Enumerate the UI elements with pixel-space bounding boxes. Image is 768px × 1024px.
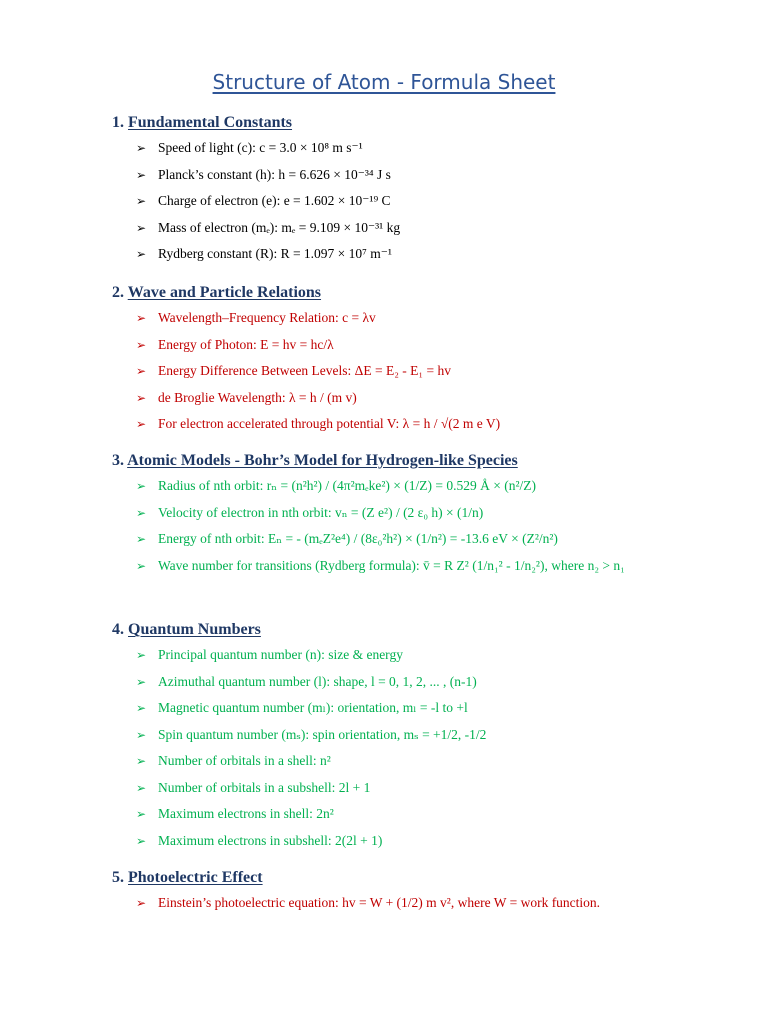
list-item [112, 695, 732, 722]
list-item [112, 526, 732, 553]
item-text: Maximum electrons in subshell: 2(2l + 1) [158, 832, 383, 848]
page-title: Structure of Atom - Formula Sheet [212, 70, 556, 94]
section-title: Fundamental Constants [128, 114, 293, 131]
constants-list [112, 135, 732, 268]
item-text: Speed of light (c): c = 3.0 × 10⁸ m s⁻¹ [158, 140, 363, 155]
section-photoelectric-effect [112, 866, 732, 917]
quantum-numbers-list [112, 642, 732, 854]
arrowhead-bullet-icon: ➢ [136, 220, 147, 235]
list-item [112, 722, 732, 749]
item-text: Radius of nth orbit: rₙ = (n²h²) / (4π²mₑke²) × (1/Z) = 0.529 Å × (n²/Z) [158, 478, 536, 493]
section-number: 2. [112, 284, 124, 301]
list-item [112, 553, 678, 580]
list-item [112, 188, 732, 215]
section-wave-particle-relations [112, 281, 732, 438]
arrowhead-bullet-icon: ➢ [136, 532, 147, 546]
item-text: Number of orbitals in a shell: n² [158, 753, 331, 768]
item-text: Energy Difference Between Levels: ΔE = E₂ - E₁ = hv [158, 363, 451, 378]
item-text: Energy of Photon: E = hv = hc/λ [158, 336, 334, 352]
arrowhead-bullet-icon: ➢ [136, 311, 147, 325]
arrowhead-bullet-icon: ➢ [136, 479, 147, 493]
item-text: Azimuthal quantum number (l): shape, l = 0, 1, 2, ... , (n-1) [158, 673, 477, 689]
photoelectric-list [112, 890, 732, 917]
section-heading [112, 618, 732, 642]
section-title: Atomic Models - Bohr’s Model for Hydrogen-like Species [127, 452, 518, 469]
item-text: Rydberg constant (R): R = 1.097 × 10⁷ m⁻¹ [158, 246, 392, 261]
item-text: Planck’s constant (h): h = 6.626 × 10⁻³⁴ J s [158, 166, 391, 182]
section-heading [112, 281, 732, 305]
item-text: Einstein’s photoelectric equation: hv = W + (1/2) m v², where W = work function. [158, 895, 601, 910]
list-item [112, 358, 732, 385]
list-item [112, 241, 732, 268]
section-number: 5. [112, 869, 124, 886]
list-item [112, 801, 732, 828]
section-number: 4. [112, 621, 124, 638]
item-text: Spin quantum number (mₛ): spin orientation, mₛ = +1/2, -1/2 [158, 726, 487, 742]
item-text: For electron accelerated through potential V: λ = h / √(2 m e V) [158, 416, 501, 431]
arrowhead-bullet-icon: ➢ [136, 558, 147, 573]
section-number: 1. [112, 114, 124, 131]
arrowhead-bullet-icon: ➢ [136, 167, 147, 182]
section-title: Photoelectric Effect [128, 869, 263, 886]
section-fundamental-constants [112, 111, 732, 268]
list-item [112, 669, 732, 696]
arrowhead-bullet-icon: ➢ [136, 364, 147, 378]
list-item [112, 135, 732, 162]
bohr-model-list [112, 473, 732, 579]
item-text: Wave number for transitions (Rydberg formula): v̄ = R Z² (1/n₁² - 1/n₂²), where n₂ > n₁ [158, 557, 625, 573]
arrowhead-bullet-icon: ➢ [136, 807, 147, 821]
arrowhead-bullet-icon: ➢ [136, 337, 147, 352]
list-item [112, 500, 732, 527]
list-item [112, 473, 732, 500]
section-heading [112, 449, 732, 473]
item-text: Mass of electron (mₑ): mₑ = 9.109 × 10⁻³¹ kg [158, 219, 401, 235]
section-heading [112, 866, 732, 890]
section-number: 3. [112, 452, 124, 469]
arrowhead-bullet-icon: ➢ [136, 674, 147, 689]
section-heading [112, 111, 732, 135]
section-title: Quantum Numbers [128, 621, 261, 638]
item-text: Maximum electrons in shell: 2n² [158, 806, 334, 821]
list-item [112, 332, 732, 359]
arrowhead-bullet-icon: ➢ [136, 505, 147, 520]
item-text: Principal quantum number (n): size & energy [158, 647, 403, 662]
list-item [112, 642, 732, 669]
item-text: Wavelength–Frequency Relation: c = λv [158, 310, 376, 325]
section-quantum-numbers [112, 618, 732, 854]
arrowhead-bullet-icon: ➢ [136, 727, 147, 742]
arrowhead-bullet-icon: ➢ [136, 417, 147, 431]
arrowhead-bullet-icon: ➢ [136, 247, 147, 261]
list-item [112, 305, 732, 332]
list-item [112, 890, 732, 917]
arrowhead-bullet-icon: ➢ [136, 780, 147, 795]
arrowhead-bullet-icon: ➢ [136, 141, 147, 155]
arrowhead-bullet-icon: ➢ [136, 194, 147, 208]
list-item [112, 385, 732, 412]
list-item [112, 775, 732, 802]
item-text: Velocity of electron in nth orbit: vₙ = (Z e²) / (2 ε₀ h) × (1/n) [158, 504, 484, 520]
arrowhead-bullet-icon: ➢ [136, 833, 147, 848]
arrowhead-bullet-icon: ➢ [136, 648, 147, 662]
item-text: Energy of nth orbit: Eₙ = - (mₑZ²e⁴) / (8ε₀²h²) × (1/n²) = -13.6 eV × (Z²/n²) [158, 531, 558, 546]
item-text: Magnetic quantum number (mₗ): orientation, mₗ = -l to +l [158, 700, 468, 715]
list-item [112, 215, 732, 242]
wave-relations-list [112, 305, 732, 438]
arrowhead-bullet-icon: ➢ [136, 390, 147, 405]
arrowhead-bullet-icon: ➢ [136, 701, 147, 715]
arrowhead-bullet-icon: ➢ [136, 896, 147, 910]
list-item [112, 748, 732, 775]
list-item [112, 162, 732, 189]
item-text: Number of orbitals in a subshell: 2l + 1 [158, 779, 371, 795]
item-text: Charge of electron (e): e = 1.602 × 10⁻¹⁹ C [158, 193, 391, 208]
list-item [112, 828, 732, 855]
arrowhead-bullet-icon: ➢ [136, 754, 147, 768]
section-title: Wave and Particle Relations [127, 284, 322, 301]
list-item [112, 411, 732, 438]
item-text: de Broglie Wavelength: λ = h / (m v) [158, 389, 357, 405]
section-atomic-models [112, 449, 732, 579]
